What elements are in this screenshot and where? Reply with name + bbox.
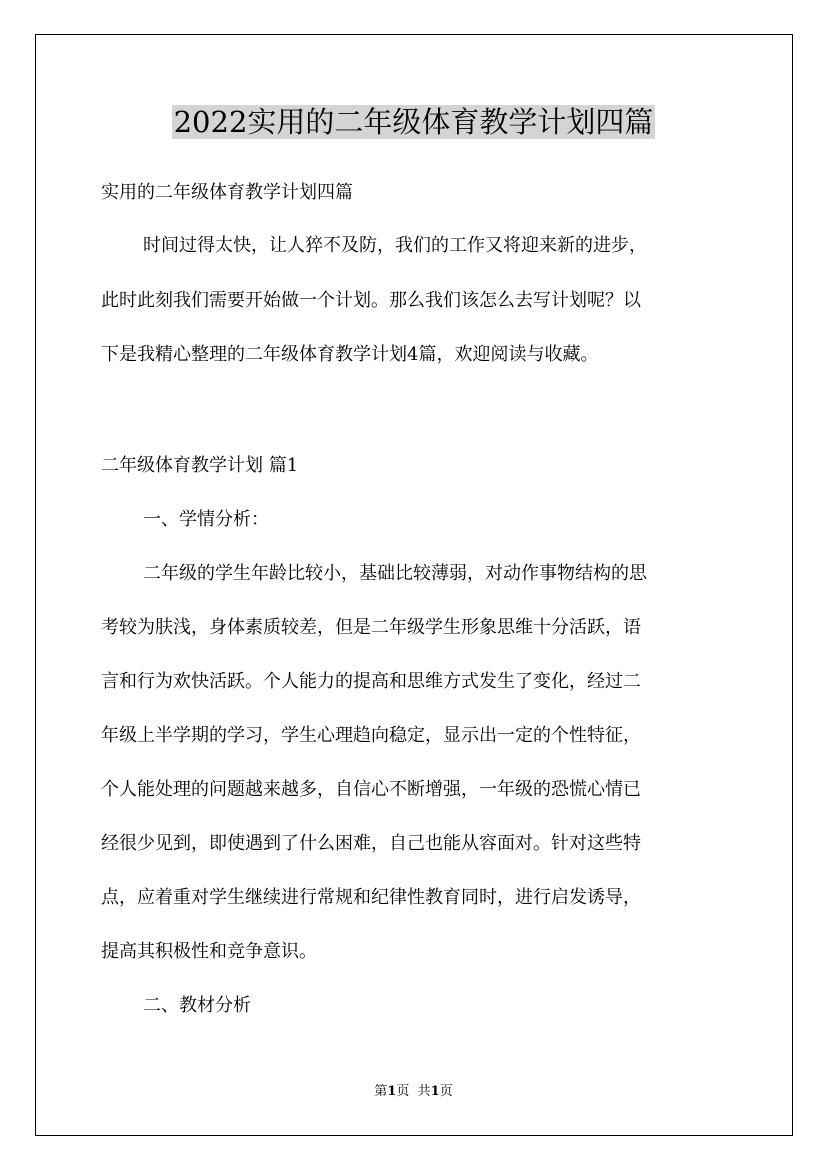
intro-line-2: 此时此刻我们需要开始做一个计划。那么我们该怎么去写计划呢？以 xyxy=(101,290,641,311)
footer-total-prefix: 共 xyxy=(417,1084,431,1099)
document-subtitle: 实用的二年级体育教学计划四篇 xyxy=(101,182,353,203)
part2-heading: 二、教材分析 xyxy=(143,995,251,1016)
section-heading: 二年级体育教学计划 篇1 xyxy=(101,455,299,476)
part1-line-2: 考较为肤浅，身体素质较差，但是二年级学生形象思维十分活跃，语 xyxy=(101,617,641,638)
footer-page-number: 1 xyxy=(387,1084,397,1099)
intro-line-1: 时间过得太快，让人猝不及防，我们的工作又将迎来新的进步， xyxy=(143,235,647,256)
part1-heading: 一、学情分析： xyxy=(143,509,269,530)
part1-line-1: 二年级的学生年龄比较小，基础比较薄弱，对动作事物结构的思 xyxy=(143,563,647,584)
footer-page-suffix: 页 xyxy=(396,1084,410,1099)
part1-line-3: 言和行为欢快活跃。个人能力的提高和思维方式发生了变化，经过二 xyxy=(101,671,641,692)
document-title xyxy=(0,100,827,144)
footer-total-suffix: 页 xyxy=(439,1084,453,1099)
intro-line-3: 下是我精心整理的二年级体育教学计划4篇，欢迎阅读与收藏。 xyxy=(101,344,599,365)
footer-total-pages: 1 xyxy=(430,1084,440,1099)
page-footer xyxy=(0,1083,827,1101)
part1-line-7: 点，应着重对学生继续进行常规和纪律性教育同时，进行启发诱导， xyxy=(101,887,641,908)
footer-prefix: 第 xyxy=(374,1084,388,1099)
part1-line-4: 年级上半学期的学习，学生心理趋向稳定，显示出一定的个性特征， xyxy=(101,725,641,746)
part1-line-8: 提高其积极性和竞争意识。 xyxy=(101,941,317,962)
part1-line-5: 个人能处理的问题越来越多，自信心不断增强，一年级的恐慌心情已 xyxy=(101,779,641,800)
document-title-text: 2022实用的二年级体育教学计划四篇 xyxy=(173,105,654,139)
part1-line-6: 经很少见到，即使遇到了什么困难，自己也能从容面对。针对这些特 xyxy=(101,833,641,854)
